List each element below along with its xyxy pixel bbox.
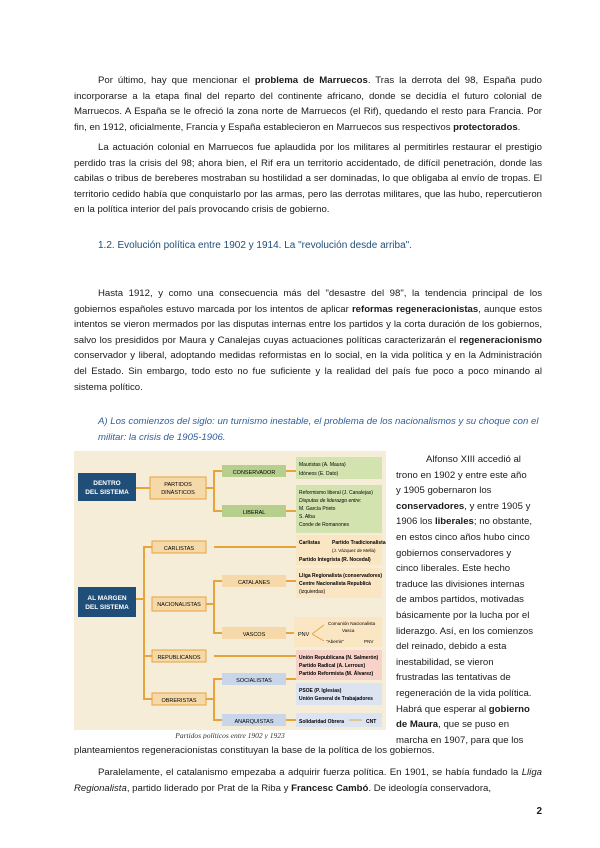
label-nacionalistas: NACIONALISTAS [157,602,201,608]
text-pnv: PNV [298,632,310,638]
paragraph-tail: planteamientos regeneracionistas constituyan la base de la política de los gobiernos. [74,745,435,756]
side-line: en estos cinco años hubo cinco [396,531,530,543]
text-vasca: Vasca [342,628,355,633]
text-union-republicana: Unión Republicana (N. Salmerón) [299,655,379,661]
label-conservador: CONSERVADOR [232,470,276,476]
side-line: del reinado, debido a esta [396,641,507,653]
label-liberal: LIBERAL [242,510,266,516]
side-line: de ambos partidos, motivadas [396,594,524,606]
page-number: 2 [536,806,542,817]
side-line: inestabilidad, se vieron [396,656,494,668]
text-partido-radical: Partido Radical (A. Lerroux) [299,663,366,669]
label-al-margen: AL MARGEN [87,595,127,602]
side-line: Habrá que esperar al gobierno [396,703,530,715]
text-disputas: Disputas de liderazgo entre: [299,498,362,504]
subsection-heading: A) Los comienzos del siglo: un turnismo inestable, el problema de los nacionalismos y su choque con el militar: la crisis de 1905-1906. [98,416,539,443]
label-dinasticos: DINÁSTICOS [161,490,195,496]
text-psoe: PSOE (P. Iglesias) [299,688,342,694]
label-partidos: PARTIDOS [164,482,192,488]
paragraph-actuacion-colonial: La actuación colonial en Marruecos fue aplaudida por los militares al permitirles restaurar el prestigio perdido tras la crisis del 98; ahora bien, el Rif era un territorio accidentado, de difícil penetración, donde las cabilas o tribus de bereberes mostraban su hostilidad a ser dominadas, lo que obligaba al envío de tropas. El territorio cedido había que conquistarlo por las armas, pero las derrotas militares, que las hubo, repercutieron en la política interior del país provocando crisis de gobierno. [74,142,542,216]
text-tradicionalista: Partido Tradicionalista [332,540,386,546]
label-obreristas: OBRERISTAS [161,698,197,704]
side-line: gobiernos conservadores y [396,547,512,559]
text-idoneos: Idóneos (E. Dato) [299,471,339,477]
text-aberris: "Aberris" [326,639,344,644]
text-alba: S. Alba [299,514,315,520]
side-line: cinco liberales. Este hecho [396,563,511,575]
text-centre-nacionalista: Centre Nacionalista Republicà [299,581,371,587]
paragraph-marruecos: Por último, hay que mencionar el problema de Marruecos. Tras la derrota del 98, España pudo incorporarse a la etapa final del reparto del continente africano, donde se decidía el futuro colonial de Marruecos. A España se le ofreció la zona norte de Marruecos (el Rif), quedando el resto para Francia. Por fin, en 1912, oficialmente, Francia y España establecieron en Marruecos sus respectivos protectorados. [74,75,542,133]
side-line: conservadores, y entre 1905 y [396,500,531,512]
side-line: de Maura, que se puso en [396,719,510,731]
label-catalanes: CATALANES [238,580,270,586]
text-solidaridad-obrera: Solidaridad Obrera [299,719,345,725]
side-line: traduce las divisiones internas [396,578,525,590]
text-ugt: Unión General de Trabajadores [299,696,373,702]
label-republicanos: REPUBLICANOS [157,655,201,661]
paragraph-regeneracionismo: Hasta 1912, y como una consecuencia más del "desastre del 98", la tendencia principal de los gobiernos españoles estuvo marcada por los intentos de aplicar reformas regeneracionistas, aunque estos intentos se vieron mermados por las disputas internas entre los partidos y la corta duración de los gobiernos, salvo los presididos por Maura y Canalejas cuyas actuaciones políticas caracterizarán el regeneracionismo conservador y liberal, adoptando medidas reformistas en lo social, en la vida política y en la Administración del Estado. Sin embargo, todo esto no fue suficiente y la realidad del país fue poco a poco minando al sistema político. [74,288,543,393]
text-garcia-prieto: M. García Prieto [299,506,336,512]
label-del-sistema: DEL SISTEMA [85,489,129,496]
text-cnt: CNT [366,719,377,725]
label-del-sistema-2: DEL SISTEMA [85,604,129,611]
side-line: 1906 los liberales; no obstante, [396,516,533,528]
section-heading: 1.2. Evolución política entre 1902 y 1914. La "revolución desde arriba". [98,240,412,251]
label-carlistas: CARLISTAS [163,546,195,552]
text-carlistas: Carlistas [299,540,321,546]
label-vascos: VASCOS [242,632,266,638]
side-line: y 1905 gobernaron los [396,485,492,497]
text-lliga: Lliga Regionalista (conservadores) [299,573,383,579]
text-vazquez-mella: (J. Vázquez de Mella) [332,548,376,553]
text-integrista: Partido Integrista (R. Nocedal) [299,557,371,563]
side-line: trono en 1902 y entre este año [396,469,527,481]
text-romanones: Conde de Romanones [299,522,350,528]
side-line: regeneración de la vida política. [396,687,532,699]
text-reformismo-liberal: Reformismo liberal (J. Canalejas) [299,490,373,496]
paragraph-catalanismo: Paralelamente, el catalanismo empezaba a adquirir fuerza política. En 1901, se había fundado la Lliga Regionalista, partido liderado por Prat de la Riba y Francesc Cambó. De ideología conservadora, [74,767,542,794]
side-line: marcha en 1907, para que los [396,734,524,746]
box-al-margen [78,587,136,617]
side-line: básicamente por la lucha por el [396,609,530,621]
side-line: frustradas las tentativas de [396,672,511,684]
side-column-text [396,452,544,748]
text-comunion-nacionalista: Comunión Nacionalista [328,621,376,626]
box-dentro-del-sistema [78,473,136,501]
side-line: liderazgo. Así, en los comienzos [396,625,534,637]
party-diagram [74,451,386,739]
diagram-caption: Partidos políticos entre 1902 y 1923 [175,731,285,739]
side-line: Alfonso XIII accedió al [426,454,521,465]
text-pnv-2: PNV [364,639,374,644]
text-mauristas: Mauristas (A. Maura) [299,462,346,468]
label-dentro: DENTRO [93,480,121,487]
text-izquierdas: (izquierdas) [299,589,326,595]
text-partido-reformista: Partido Reformista (M. Álvarez) [299,671,374,677]
label-anarquistas: ANARQUISTAS [234,719,274,725]
label-socialistas: SOCIALISTAS [236,678,272,684]
